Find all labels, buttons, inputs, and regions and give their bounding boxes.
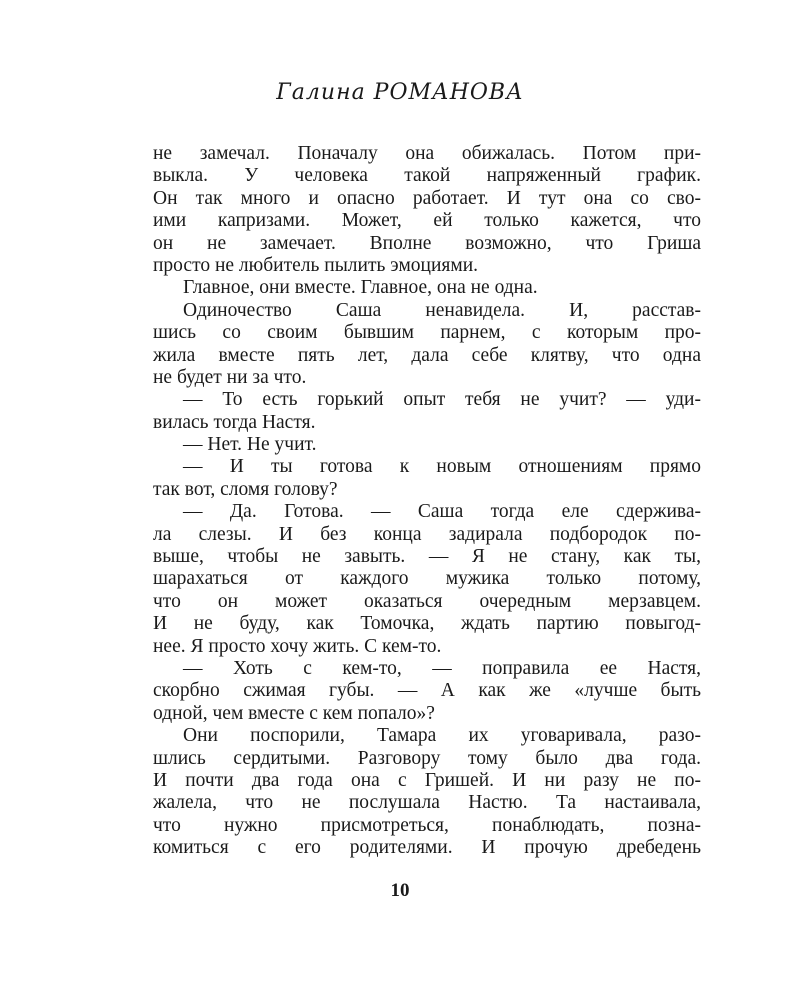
text-line: ла слезы. И без конца задирала подбородок по-	[153, 523, 701, 545]
text-line: не будет ни за что.	[153, 366, 307, 388]
text-line: Главное, они вместе. Главное, она не одна.	[183, 277, 538, 299]
text-line: нее. Я просто хочу жить. С кем-то.	[153, 635, 442, 657]
text-line: — Хоть с кем-то, — поправила ее Настя,	[183, 657, 701, 679]
text-line: шлись сердитыми. Разговору тому было два года.	[153, 747, 701, 769]
text-line: одной, чем вместе с кем попало»?	[153, 702, 435, 724]
text-line: так вот, сломя голову?	[153, 478, 338, 500]
text-line: И почти два года она с Гришей. И ни разу не по-	[153, 769, 701, 791]
text-line: комиться с его родителями. И прочую дребедень	[153, 837, 701, 859]
body-text	[153, 143, 701, 860]
text-line: что он может оказаться очередным мерзавцем.	[153, 590, 701, 612]
text-line: Он так много и опасно работает. И тут она со сво-	[153, 187, 701, 209]
text-line: не замечал. Поначалу она обижалась. Потом при-	[153, 143, 701, 164]
text-line: он не замечает. Вполне возможно, что Гриша	[153, 232, 701, 254]
text-line: — То есть горький опыт тебя не учит? — уди-	[183, 389, 701, 411]
text-line: И не буду, как Томочка, ждать партию повыгод-	[153, 613, 701, 635]
text-line: выкла. У человека такой напряженный график.	[153, 165, 701, 187]
text-line: шись со своим бывшим парнем, с которым про-	[153, 322, 701, 344]
running-header-author: Галина РОМАНОВА	[276, 80, 524, 105]
text-line: вилась тогда Настя.	[153, 411, 316, 433]
text-line: Они поспорили, Тамара их уговаривала, разо-	[183, 725, 701, 747]
text-line: — Да. Готова. — Саша тогда еле сдержива-	[183, 501, 701, 523]
text-line: Одиночество Саша ненавидела. И, расстав-	[183, 299, 701, 321]
text-line: что нужно присмотреться, понаблюдать, позна-	[153, 814, 701, 836]
text-line: — И ты готова к новым отношениям прямо	[183, 456, 701, 478]
text-line: жалела, что не послушала Настю. Та настаивала,	[153, 792, 701, 814]
text-line: жила вместе пять лет, дала себе клятву, что одна	[153, 344, 701, 366]
text-line: ими капризами. Может, ей только кажется, что	[153, 210, 701, 232]
text-line: — Нет. Не учит.	[183, 434, 317, 456]
page-number: 10	[390, 880, 410, 901]
text-line: просто не любитель пылить эмоциями.	[153, 254, 479, 276]
text-line: скорбно сжимая губы. — А как же «лучше быть	[153, 680, 701, 702]
text-line: шарахаться от каждого мужика только потому,	[153, 568, 701, 590]
text-line: выше, чтобы не завыть. — Я не стану, как ты,	[153, 546, 701, 568]
